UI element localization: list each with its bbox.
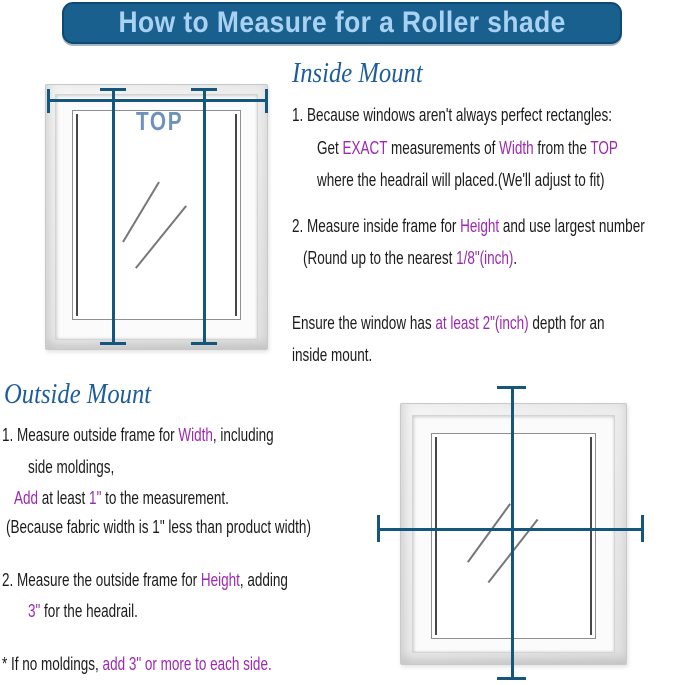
outside-step1-line3: Add at least 1" to the measurement. xyxy=(14,488,229,508)
glass-reflection-line xyxy=(467,503,511,562)
window-sash-right xyxy=(235,114,237,316)
outside-mount-heading: Outside Mount xyxy=(4,379,152,410)
height-measure-cap-top xyxy=(100,88,126,91)
height-measure-cap-bottom xyxy=(497,677,526,680)
window-sash-right xyxy=(590,437,592,635)
glass-reflection-line xyxy=(135,205,187,268)
glass-reflection-line xyxy=(122,181,160,242)
inside-mount-heading: Inside Mount xyxy=(292,58,423,89)
width-measure-end-right xyxy=(265,89,268,113)
inside-step2-line2: (Round up to the nearest 1/8"(inch). xyxy=(303,248,518,268)
height-measure-line xyxy=(511,388,514,680)
page-title: How to Measure for a Roller shade xyxy=(118,6,566,39)
outside-step1-line1: 1. Measure outside frame for Width, including xyxy=(2,425,274,445)
height-measure-line xyxy=(112,89,115,345)
height-measure-cap-bottom xyxy=(100,342,126,345)
height-measure-cap-top xyxy=(497,386,526,389)
outside-footnote: * If no moldings, add 3" or more to each side. xyxy=(2,654,272,674)
width-measure-end-left xyxy=(47,89,50,113)
outside-step2-line2: 3" for the headrail. xyxy=(28,601,138,621)
window-sash-left xyxy=(435,437,437,635)
inside-step1-line1: 1. Because windows aren't always perfect rectangles: xyxy=(292,105,612,125)
width-measure-line xyxy=(378,528,643,531)
top-label: TOP xyxy=(136,106,184,136)
height-measure-cap-top xyxy=(191,88,217,91)
window-glass xyxy=(72,110,241,320)
title-banner xyxy=(62,2,622,44)
height-measure-line xyxy=(203,89,206,345)
inside-step1-line3: where the headrail will placed.(We'll adjust to fit) xyxy=(317,170,605,190)
inside-step1-line2: Get EXACT measurements of Width from the TOP xyxy=(317,138,618,158)
outside-step2-line1: 2. Measure the outside frame for Height, adding xyxy=(2,570,288,590)
outside-step1-line4: (Because fabric width is 1" less than product width) xyxy=(6,517,311,537)
window-sash-left xyxy=(76,114,78,316)
height-measure-cap-bottom xyxy=(191,342,217,345)
width-measure-cap-right xyxy=(641,515,644,542)
inside-step2-line1: 2. Measure inside frame for Height and use largest number xyxy=(292,216,645,236)
outside-step1-line2: side moldings, xyxy=(28,457,115,477)
width-measure-cap-left xyxy=(377,515,380,542)
inside-note-line1: Ensure the window has at least 2"(inch) depth for an xyxy=(292,313,605,333)
width-measure-line xyxy=(48,99,268,102)
inside-note-line2: inside mount. xyxy=(292,345,373,365)
